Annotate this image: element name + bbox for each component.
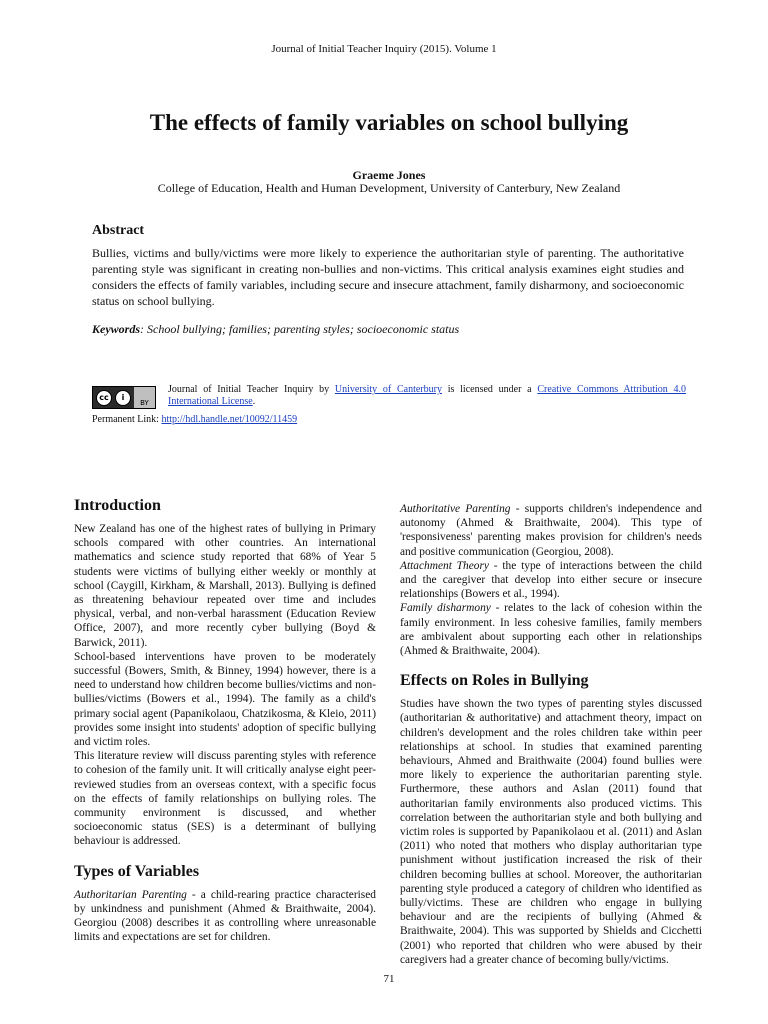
paper-title: The effects of family variables on school bullying (149, 110, 629, 135)
keywords-list: : School bullying; families; parenting styles; socioeconomic status (140, 322, 460, 336)
definition-text: - the type of interactions between the child and the caregiver that develop into either secure or insecure relationships (Bowers et al., 1994). (400, 559, 702, 601)
permalink-url[interactable]: http://hdl.handle.net/10092/11459 (161, 414, 298, 425)
cc-license-link[interactable]: Creative Commons Attribution 4.0 International License (168, 384, 687, 407)
attribution-icon: i (115, 390, 131, 406)
right-column (400, 502, 702, 967)
attachment-definition (400, 559, 702, 602)
roles-paragraph-1: Studies have shown the two types of parenting styles discussed (authoritarian & authoritative) and attachment theory, impact on children's development and the roles children take within peer relationships at school. In studies that examined parenting behaviours, Ahmed and Braithwaite (2004) found bullies were more likely to experience the authoritarian parenting style. Furthermore, these authors and Aslan (2011) found that authoritarian family environments also produced victims. This correlation between the authoritarian style and both bullying and victim roles is supported by Papanikolaou et al. (2011) and Aslan (2011) who noted that mothers who display authoritarian type punishment without justification increased the risk of their children becoming bullies at school. Moreover, the authoritarian parenting style produced a category of children who identified as bully/victims. These are children who engage in bullying behaviour and are the recipients of bullying (Ahmed & Braithwaite, 2004). This was supported by Shields and Cicchetti (2001) who reported that children who were abused by their caregivers had a greater chance of becoming bully/victims. (400, 698, 702, 966)
intro-paragraph-3: This literature review will discuss parenting styles with reference to cohesion of the family unit. It will critically analyse eight peer-reviewed studies from an overseas context, with a specific focus on the effects of family relationships on bullying roles. The community environment is discussed, and whether socioeconomic status (SES) is a determinant of bullying behaviour is addressed. (74, 750, 376, 848)
author-name: Graeme Jones (352, 168, 426, 182)
introduction-heading: Introduction (74, 497, 161, 514)
definition-text: - relates to the lack of cohesion within the family environment. In less cohesive families, family members are ambivalent about supporting each other in relationships (Ahmed & Braithwaite, 2004). (400, 602, 702, 658)
by-label: BY (134, 387, 155, 408)
author-affiliation: College of Education, Health and Human Development, University of Canterbury, New Zealand (157, 181, 621, 195)
university-link[interactable]: University of Canterbury (334, 384, 442, 395)
authoritarian-definition (74, 888, 376, 945)
keywords-label: Keywords (92, 322, 140, 336)
disharmony-definition (400, 601, 702, 658)
definition-term: Family disharmony (400, 602, 491, 615)
definition-term: Attachment Theory (400, 559, 489, 572)
keywords (92, 322, 684, 337)
intro-paragraph-2: School-based interventions have proven to be moderately successful (Bowers, Smith, & Binney, 1994) however, there is a need to understand how children become bullies/victims and non-bullies/victims (Bowers et al., 1994). The family as a child's primary social agent (Papanikolaou, Chatzikosma, & Kleio, 2011) provides some insight into students' adoption of specific bullying and victim roles. (74, 650, 376, 749)
permanent-link (92, 414, 297, 425)
running-head: Journal of Initial Teacher Inquiry (2015). Volume 1 (271, 43, 497, 55)
definition-term: Authoritarian Parenting (74, 888, 187, 901)
roles-in-bullying-heading: Effects on Roles in Bullying (400, 672, 589, 690)
authoritative-definition (400, 502, 702, 559)
definition-text: - supports children's independence and autonomy (Ahmed & Braithwaite, 2004). This type of 'responsiveness' parenting makes provision for children's needs and positive communication (Georgiou, 2008). (400, 503, 702, 558)
license-statement (168, 384, 686, 408)
definition-text: - a child-rearing practice characterised by unkindness and punishment (Ahmed & Braithwaite, 2004). Georgiou (2008) describes it as controlling where unreasonable limits and expectations are set for children. (74, 888, 376, 944)
types-of-variables-heading: Types of Variables (74, 862, 200, 880)
cc-icon: cc (96, 390, 112, 406)
cc-by-license-badge[interactable] (92, 386, 156, 409)
abstract-heading: Abstract (92, 223, 145, 238)
left-column (74, 495, 376, 944)
license-text-part: is licensed under a (441, 384, 538, 395)
license-text-part: Journal of Initial Teacher Inquiry by (168, 384, 335, 395)
definition-term: Authoritative Parenting (400, 503, 511, 515)
page-number: 71 (383, 973, 395, 985)
license-text-part: . (252, 396, 256, 407)
intro-paragraph-1: New Zealand has one of the highest rates of bullying in Primary schools compared with other countries. An international mathematics and science study reported that 68% of Year 5 students were victims of bullying either weekly or monthly at school (Caygill, Kirkham, & Marshall, 2013). Bullying is defined as threatening behaviour repeated over time and includes physical, verbal, and non-verbal harassment (Education Review Office, 2007), and more recently cyber bullying (Boyd & Barwick, 2011). (74, 523, 376, 649)
permalink-label: Permanent Link: (92, 414, 162, 425)
abstract-text: Bullies, victims and bully/victims were more likely to experience the authoritarian style of parenting. The authoritative parenting style was significant in creating non-bullies and non-victims. This critical analysis examines eight studies and considers the effects of family variables, including secure and insecure attachment, family disharmony, and socioeconomic status on school bullying. (92, 246, 684, 308)
